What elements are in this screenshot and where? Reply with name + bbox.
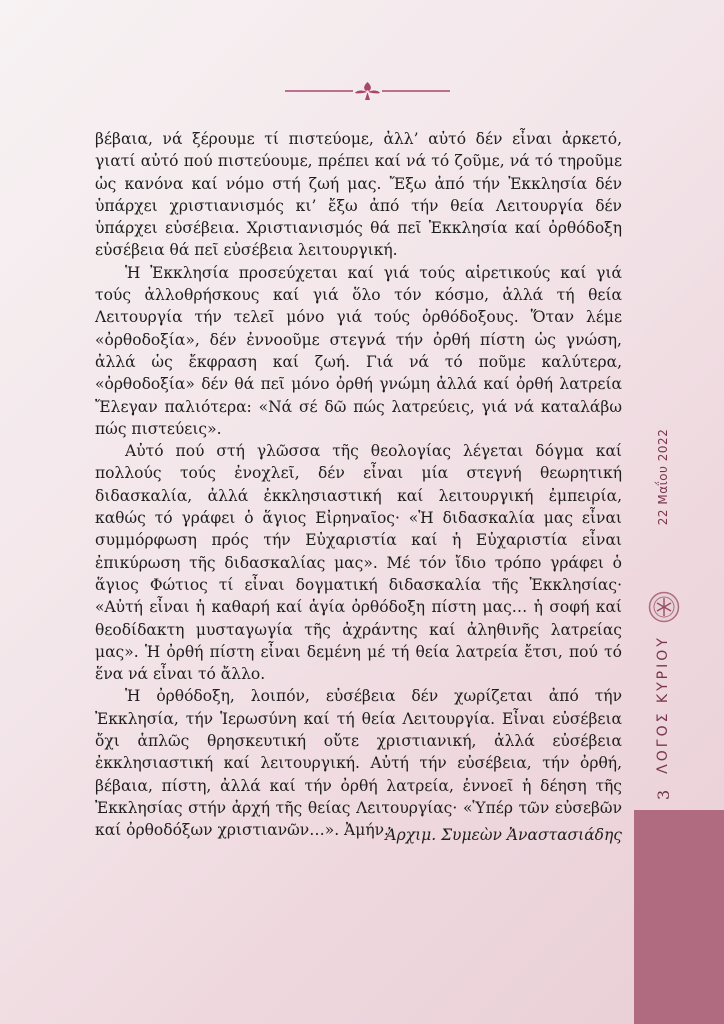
article-body: [95, 128, 622, 842]
author-signature: Ἀρχιμ. Συμεὼν Ἀναστασιάδης: [385, 826, 622, 844]
accent-bar: [634, 810, 724, 1024]
paragraph-3: Αὐτό πού στή γλῶσσα τῆς θεολογίας λέγεται δόγμα καί πολλούς τούς ἐνοχλεῖ, δέν εἶναι μία στεγνή θεωρητική διδασκαλία, ἀλλά ἐκκλησιαστική καί λειτουργική ἐμπειρία, καθώς τό γράφει ὁ ἅγιος Εἰρηναῖος· «Ἡ διδασκαλία μας εἶναι συμμόρφωση πρός τήν Εὐχαριστία καί ἡ Εὐχαριστία εἶναι ἐπικύρωση τῆς διδασκαλίας μας». Μέ τόν ἴδιο τρόπο γράφει ὁ ἅγιος Φώτιος τί εἶναι δογματική διδασκαλία τῆς Ἐκκλησίας· «Αὐτή εἶναι ἡ καθαρή καί ἁγία ὀρθόδοξη πίστη μας… ἡ σοφή καί θεοδίδακτη μυσταγωγία τῆς ἀχράντης καί ἀληθινῆς λατρείας μας». Ἡ ὀρθή πίστη εἶναι δεμένη μέ τή θεία λατρεία ἔτσι, πού τό ἕνα νά εἶναι τό ἄλλο.: [95, 442, 622, 684]
issue-date: 22 Μαΐου 2022: [656, 428, 670, 526]
paragraph-1: βέβαια, νά ξέρουμε τί πιστεύομε, ἀλλ’ αὐτό δέν εἶναι ἀρκετό, γιατί αὐτό πού πιστεύουμε, πρέπει καί νά τό ζοῦμε, νά τό τηροῦμε ὡς κανόνα καί νόμο στή ζωή μας. Ἔξω ἀπό τήν Ἐκκλησία δέν ὑπάρχει χριστιανισμός κι’ ἔξω ἀπό τήν θεία Λειτουργία δέν ὑπάρχει εὐσέβεια. Χριστιανισμός θά πεῖ Ἐκκλησία καί ὀρθόδοξη εὐσέβεια θά πεῖ εὐσέβεια λειτουργική.: [95, 130, 622, 260]
header-ornament: [285, 80, 450, 102]
page-number: 3: [653, 789, 673, 800]
publication-name: ΛΟΓΟΣ ΚΥΡΙΟΥ: [655, 635, 671, 774]
paragraph-2: Ἡ Ἐκκλησία προσεύχεται καί γιά τούς αἱρετικούς καί γιά τούς ἀλλοθρήσκους καί γιά ὅλο τόν κόσμο, ἀλλά τή θεία Λειτουργία τήν τελεῖ μόνο γιά τούς ὀρθόδοξους. Ὅταν λέμε «ὀρθοδοξία», δέν ἐννοοῦμε στεγνά τήν ὀρθή πίστη ὡς γνώση, ἀλλά ὡς ἔκφραση καί ζωή. Γιά νά τό ποῦμε καλύτερα, «ὀρθοδοξία» δέν θά πεῖ μόνο ὀρθή γνώμη ἀλλά καί ὀρθή λατρεία Ἔλεγαν παλιότερα: «Νά σέ δῶ πώς λατρεύεις, γιά νά καταλάβω πώς πιστεύεις».: [95, 263, 622, 438]
paragraph-4: Ἡ ὀρθόδοξη, λοιπόν, εὐσέβεια δέν χωρίζεται ἀπό τήν Ἐκκλησία, τήν Ἱερωσύνη καί τή θεία Λειτουργία. Εἶναι εὐσέβεια ὄχι ἁπλῶς θρησκευτική οὔτε χριστιανική, ἀλλά εὐσέβεια ἐκκλησιαστική καί λειτουργική. Αὐτή τήν εὐσέβεια, τήν ὀρθή, βέβαια, πίστη, ἀλλά καί τήν ὀρθή λατρεία, ἐννοεῖ ἡ δέηση τῆς Ἐκκλησίας στήν ἀρχή τῆς θείας Λειτουργίας· «Ὑπέρ τῶν εὐσεβῶν καί ὀρθοδόξων χριστιανῶν…». Ἀμήν.: [95, 687, 622, 840]
page-sidebar: [652, 428, 674, 800]
